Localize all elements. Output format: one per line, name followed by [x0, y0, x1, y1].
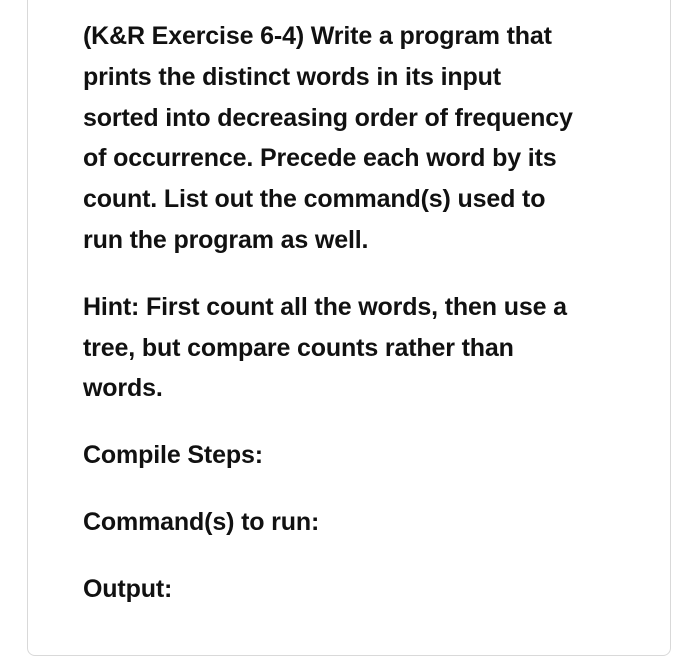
hint-paragraph — [83, 287, 643, 409]
prompt-line-1: (K&R Exercise 6-4) Write a program that — [83, 22, 552, 50]
hint-line-2: tree, but compare counts rather than — [83, 333, 514, 362]
prompt-line-6: run the program as well. — [83, 225, 369, 254]
hint-line-3: words. — [83, 374, 163, 403]
exercise-prompt — [83, 16, 643, 261]
prompt-line-2: prints the distinct words in its input — [83, 62, 501, 91]
output-label: Output: — [83, 574, 173, 603]
prompt-line-4: of occurrence. Precede each word by its — [83, 144, 557, 173]
prompt-line-3: sorted into decreasing order of frequency — [83, 103, 573, 132]
commands-label: Command(s) to run: — [83, 507, 320, 536]
compile-steps-label: Compile Steps: — [83, 441, 263, 470]
hint-line-1: Hint: First count all the words, then use a — [83, 292, 567, 321]
prompt-line-5: count. List out the command(s) used to — [83, 185, 546, 214]
question-content — [83, 16, 643, 610]
